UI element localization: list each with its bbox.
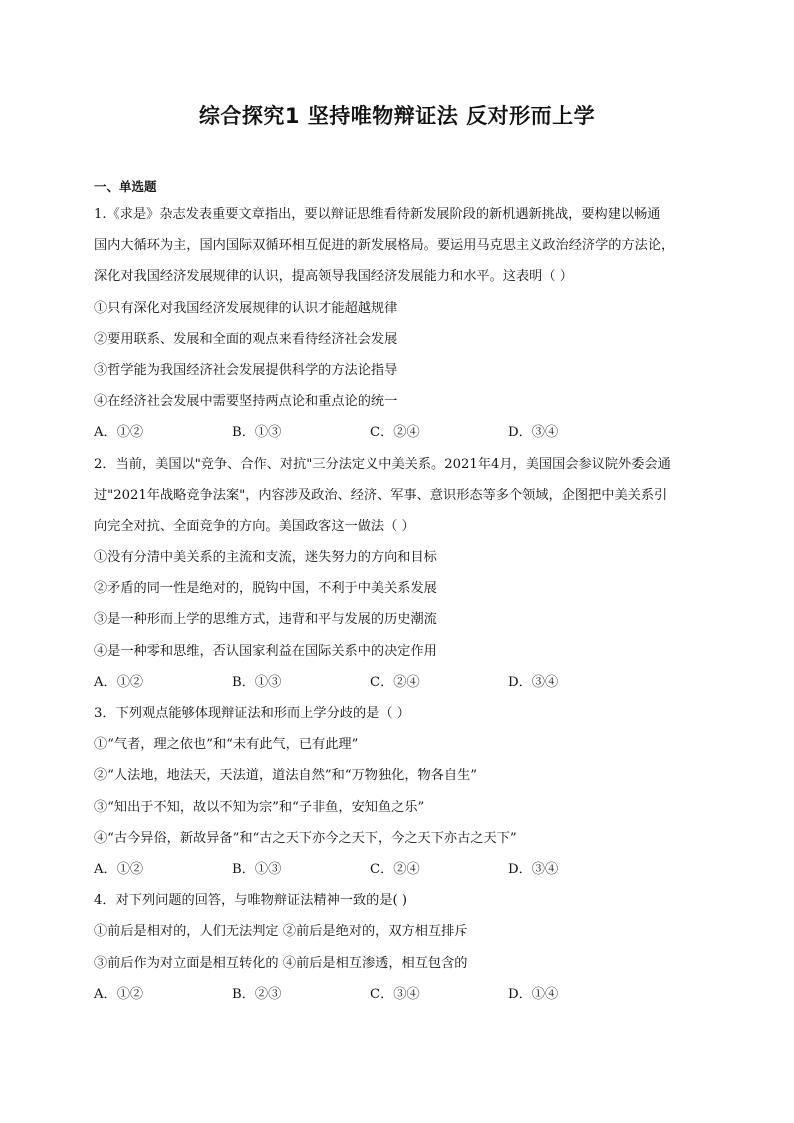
answer-options [94,667,706,698]
answer-option: C．③④ [370,986,420,1002]
question-stem-line: 向完全对抗、全面竞争的方向。美国政客这一做法（ ） [94,518,415,534]
statement-item: ④在经济社会发展中需要坚持两点论和重点论的统一 [94,394,398,410]
question-stem-line: 1.《求是》杂志发表重要文章指出，要以辩证思维看待新发展阶段的新机遇新挑战，要构建以畅通 [94,207,661,222]
answer-option: C．②④ [370,425,420,441]
question-2 [94,449,706,699]
statement-item: ①只有深化对我国经济发展规律的认识才能超越规律 [94,300,398,316]
question-stem-line: 过"2021年战略竞争法案"，内容涉及政治、经济、军事、意识形态等多个领域，企图把中美关系引 [94,487,668,503]
answer-option: A．①② [94,425,144,441]
answer-option: A．①② [94,986,144,1002]
statement-item: ①前后是相对的，人们无法判定 ②前后是绝对的，双方相互排斥 [94,924,468,940]
answer-option: B．①③ [232,861,282,877]
statement-item: ④“古今异俗，新故异备”和“古之天下亦今之天下，今之天下亦古之天下” [94,830,517,846]
statement-item: ②要用联系、发展和全面的观点来看待经济社会发展 [94,331,398,347]
question-stem-line: 4．对下列问题的回答，与唯物辩证法精神一致的是( ) [94,893,407,909]
statement-item: ④是一种零和思维，否认国家利益在国际关系中的决定作用 [94,643,437,659]
statement-item: ②矛盾的同一性是绝对的，脱钩中国，不利于中美关系发展 [94,581,437,597]
answer-option: C．②④ [370,861,420,877]
statement-item: ③哲学能为我国经济社会发展提供科学的方法论指导 [94,362,398,378]
answer-option: B．②③ [232,986,282,1002]
answer-option: A．①② [94,861,144,877]
question-stem-line: 2．当前，美国以"竞争、合作、对抗"三分法定义中美关系。2021年4月，美国国会参议院外委会通 [94,456,671,472]
answer-option: D．①④ [508,986,559,1002]
section-heading: 一、单选题 [94,179,157,194]
answer-options [94,417,706,448]
statement-item: ①没有分清中美关系的主流和支流，迷失努力的方向和目标 [94,550,437,566]
page-title: 综合探究1 坚持唯物辩证法 反对形而上学 [198,104,596,128]
statement-item: ③“知出于不知，故以不知为宗”和“子非鱼，安知鱼之乐” [94,799,425,815]
answer-option: D．③④ [508,425,559,441]
question-stem-line: 3．下列观点能够体现辩证法和形而上学分歧的是（ ） [94,706,410,721]
answer-options [94,979,706,1010]
statement-item: ②“人法地，地法天，天法道，道法自然”和“万物独化，物各自生” [94,768,478,784]
question-4 [94,885,706,1010]
answer-option: B．①③ [232,674,282,690]
question-stem-line: 国内大循环为主，国内国际双循环相互促进的新发展格局。要运用马克思主义政治经济学的方法论， [94,238,675,254]
question-1 [94,199,706,449]
answer-option: D．③④ [508,674,559,690]
statement-item: ③是一种形而上学的思维方式，违背和平与发展的历史潮流 [94,612,437,628]
answer-option: D．③④ [508,861,559,877]
answer-option: A．①② [94,674,144,690]
answer-option: B．①③ [232,425,282,441]
question-3 [94,698,706,885]
question-stem-line: 深化对我国经济发展规律的认识，提高领导我国经济发展能力和水平。这表明（ ） [94,269,573,285]
answer-option: C．②④ [370,674,420,690]
statement-item: ③前后作为对立面是相互转化的 ④前后是相互渗透，相互包含的 [94,955,468,971]
question-list [94,199,706,1010]
statement-item: ①“气者，理之依也”和“未有此气，已有此理” [94,737,359,753]
answer-options [94,854,706,885]
